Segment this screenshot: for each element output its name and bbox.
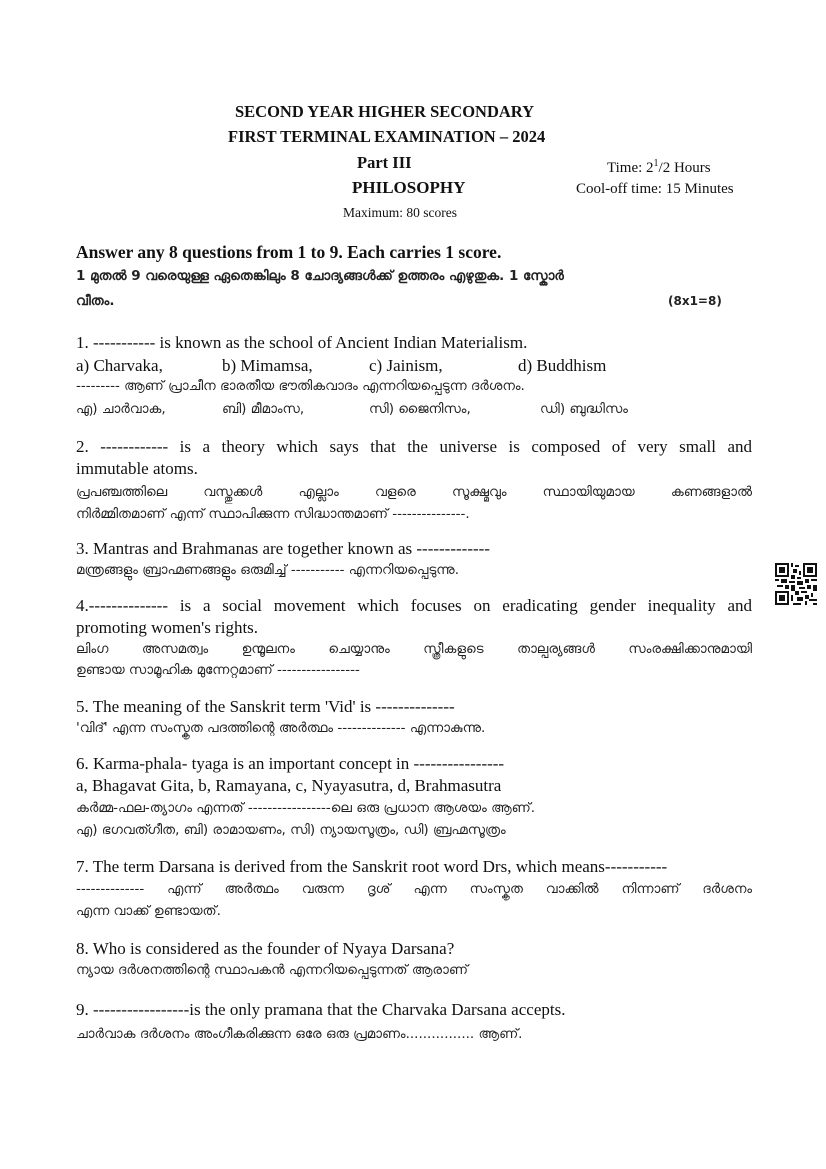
- question-options: a, Bhagavat Gita, b, Ramayana, c, Nyayasutra, d, Brahmasutra: [76, 776, 502, 795]
- instruction-ml-1: 1 മുതൽ 9 വരെയുള്ള ഏതെങ്കിലും 8 ചോദ്യങ്ങൾക്ക് ഉത്തരം എഴുതുക. 1 സ്കോർ: [76, 268, 564, 284]
- question-text-ml: പ്രപഞ്ചത്തിലെ വസ്തുക്കൾ എല്ലാം വളരെ സൂക്ഷ്മവും സ്ഥായിയുമായ കണങ്ങളാൽ: [76, 484, 752, 500]
- instruction-ml-2: വീതം.: [76, 293, 115, 309]
- question-text: 6. Karma-phala- tyaga is an important concept in ----------------: [76, 754, 505, 773]
- option-a-ml: എ) ചാർവാക,: [76, 401, 166, 417]
- question-text: 9. -----------------is the only pramana that the Charvaka Darsana accepts.: [76, 1000, 566, 1019]
- question-text-ml-cont: എന്ന വാക്ക് ഉണ്ടായത്.: [76, 903, 221, 919]
- option-a: a) Charvaka,: [76, 356, 163, 375]
- question-text: 4.-------------- is a social movement which focuses on eradicating gender inequality and: [76, 596, 752, 615]
- question-text-cont: immutable atoms.: [76, 459, 198, 478]
- question-text-ml-cont: ഉണ്ടായ സാമൂഹിക മുന്നേറ്റമാണ് -----------------: [76, 662, 360, 678]
- question-text: 3. Mantras and Brahmanas are together known as -------------: [76, 539, 490, 558]
- qr-code-icon: [775, 563, 817, 605]
- question-text-ml: കർമ്മ-ഫല-ത്യാഗം എന്നത് -----------------ലെ ഒരു പ്രധാന ആശയം ആണ്.: [76, 800, 536, 816]
- question-text: 1. ----------- is known as the school of Ancient Indian Materialism.: [76, 333, 528, 352]
- scoring-scheme: (8x1=8): [668, 294, 722, 308]
- exam-title-line2: FIRST TERMINAL EXAMINATION – 2024: [228, 127, 546, 146]
- part-label: Part III: [357, 153, 412, 172]
- maximum-scores: Maximum: 80 scores: [343, 205, 457, 220]
- question-text: 8. Who is considered as the founder of Nyaya Darsana?: [76, 939, 455, 958]
- question-options-ml: എ) ഭഗവത്ഗീത, ബി) രാമായണം, സി) ന്യായസൂത്രം, ഡി) ബ്രഹ്മസൂത്രം: [76, 822, 506, 838]
- question-text-ml: -------------- എന്ന് അർത്ഥം വരുന്ന ദൃശ് എന്ന സംസ്കൃത വാക്കിൽ നിന്നാണ് ദർശനം: [76, 881, 752, 897]
- question-text-ml: ചാർവാക ദർശനം അംഗീകരിക്കുന്ന ഒരേ ഒരു പ്രമാണം................ ആണ്.: [76, 1026, 523, 1042]
- question-text-ml: --------- ആണ് പ്രാചീന ഭാരതീയ ഭൗതികവാദം എന്നറിയപ്പെടുന്ന ദർശനം.: [76, 378, 525, 394]
- question-text-ml-cont: നിർമ്മിതമാണ് എന്ന് സ്ഥാപിക്കുന്ന സിദ്ധാന്തമാണ് ---------------.: [76, 506, 470, 522]
- question-text: 2. ------------ is a theory which says that the universe is composed of very small and: [76, 437, 752, 456]
- instruction-en: Answer any 8 questions from 1 to 9. Each carries 1 score.: [76, 242, 502, 262]
- option-b-ml: ബി) മീമാംസ,: [222, 401, 305, 417]
- option-c-ml: സി) ജൈനിസം,: [369, 401, 471, 417]
- option-d-ml: ഡി) ബുദ്ധിസം: [540, 401, 628, 417]
- time-label: Time: $2^1/2$ Hours: [607, 158, 711, 176]
- question-text: 7. The term Darsana is derived from the Sanskrit root word Drs, which means-----------: [76, 857, 668, 876]
- option-c: c) Jainism,: [369, 356, 443, 375]
- question-text-ml: ന്യായ ദർശനത്തിന്റെ സ്ഥാപകൻ എന്നറിയപ്പെടുന്നത് ആരാണ്: [76, 962, 468, 978]
- option-d: d) Buddhism: [518, 356, 607, 375]
- cool-off-time: Cool-off time: 15 Minutes: [576, 181, 734, 197]
- option-b: b) Mimamsa,: [222, 356, 313, 375]
- subject-title: PHILOSOPHY: [352, 178, 466, 197]
- question-text-ml: 'വിദ്' എന്ന സംസ്കൃത പദത്തിന്റെ അർത്ഥം -------------- എന്നാകുന്നു.: [76, 720, 486, 736]
- question-text-ml: ലിംഗ അസമത്വം ഉന്മൂലനം ചെയ്യാനും സ്ത്രീകളുടെ താല്പര്യങ്ങൾ സംരക്ഷിക്കാനുമായി: [76, 641, 752, 657]
- question-text: 5. The meaning of the Sanskrit term 'Vid' is --------------: [76, 697, 455, 716]
- question-text-cont: promoting women's rights.: [76, 618, 259, 637]
- question-text-ml: മന്ത്രങ്ങളും ബ്രാഹ്മണങ്ങളും ഒരുമിച്ച് ----------- എന്നറിയപ്പെടുന്നു.: [76, 562, 459, 578]
- exam-title-line1: SECOND YEAR HIGHER SECONDARY: [235, 102, 535, 121]
